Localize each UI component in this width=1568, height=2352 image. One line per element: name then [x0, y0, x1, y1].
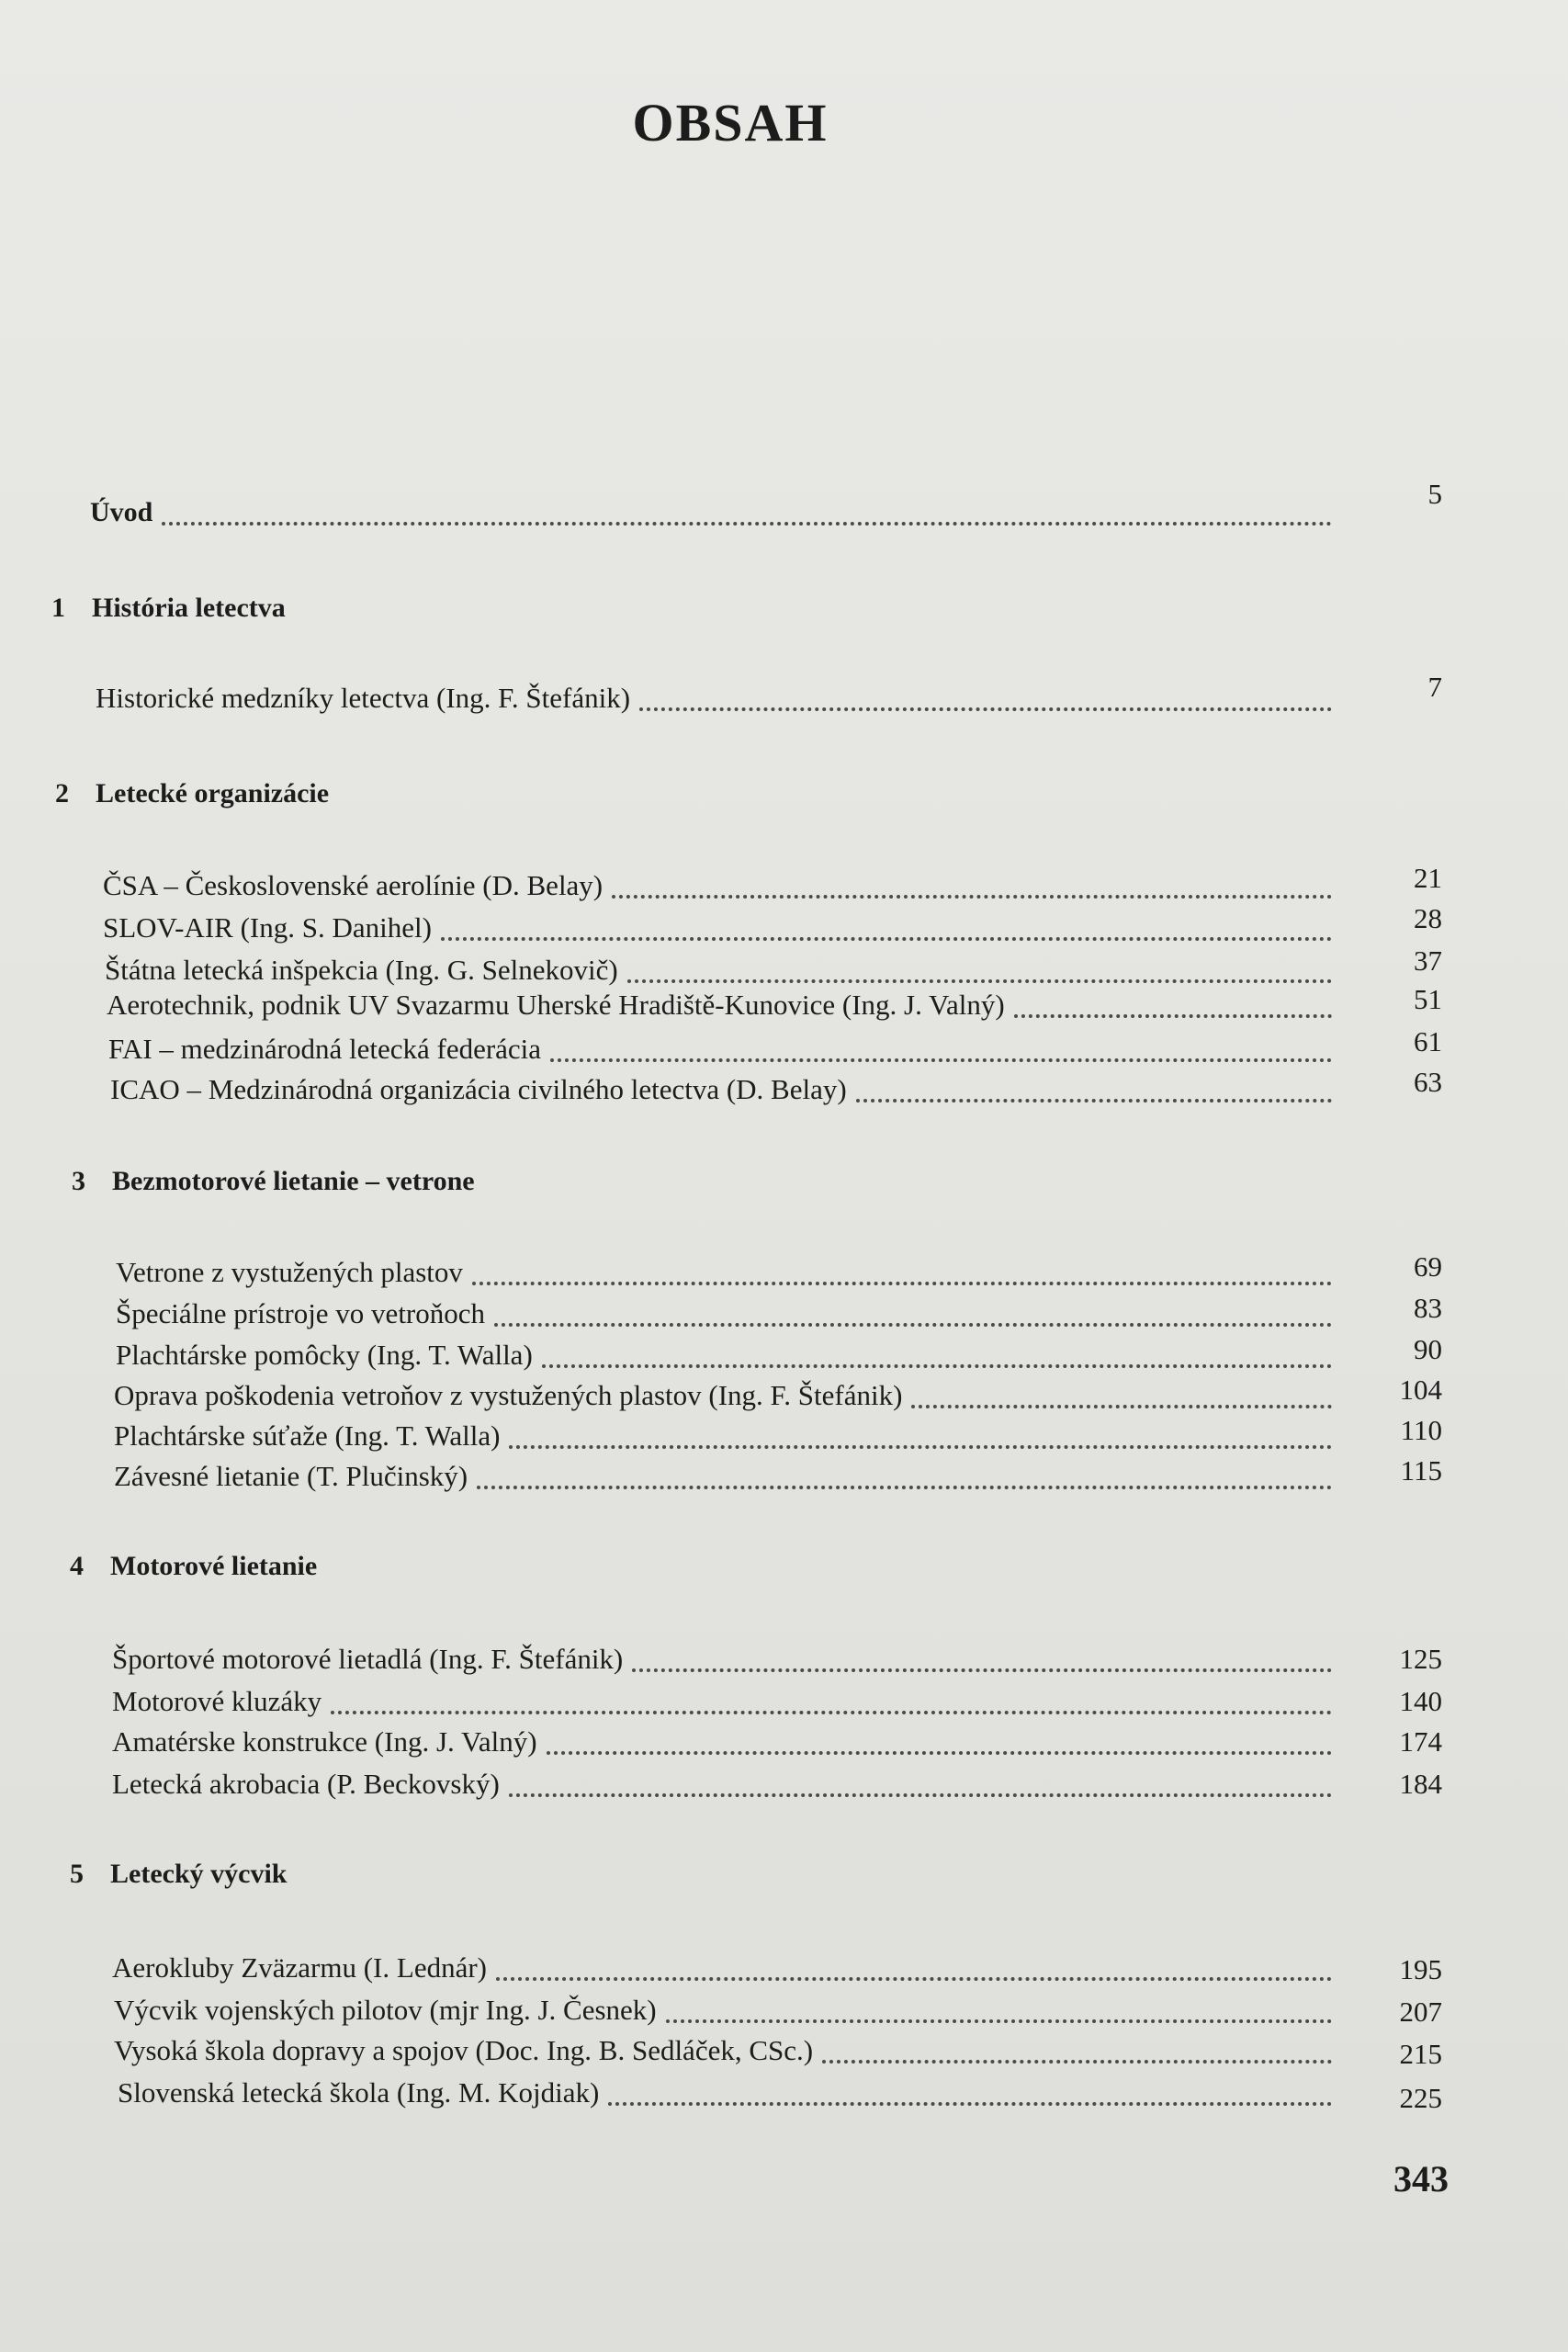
section-heading [55, 775, 329, 812]
toc-entry-page: 90 [1414, 1333, 1442, 1365]
leader-dots [494, 1290, 1332, 1327]
section-heading [72, 1163, 475, 1200]
toc-entry-label: Amatérske konstrukce (Ing. J. Valný) [112, 1725, 537, 1758]
leader-dots [612, 862, 1332, 899]
leader-dots [477, 1453, 1332, 1489]
leader-dots [822, 2027, 1332, 2064]
toc-entry-page: 225 [1399, 2082, 1442, 2114]
toc-entry-label: ICAO – Medzinárodná organizácia civilného letectva (D. Belay) [110, 1073, 847, 1105]
leader-dots [496, 1944, 1332, 1981]
toc-entry [0, 1066, 1451, 1117]
page-title: OBSAH [632, 93, 829, 153]
section-title: Letecký výcvik [110, 1859, 288, 1889]
toc-entry-label: Výcvik vojenských pilotov (mjr Ing. J. Česnek) [114, 1994, 657, 2026]
toc-entry [0, 671, 1451, 726]
leader-dots [509, 1412, 1332, 1449]
leader-dots [608, 2069, 1332, 2106]
section-title: Letecké organizácie [96, 778, 330, 808]
leader-dots [856, 1066, 1332, 1102]
section-title: Motorové lietanie [110, 1551, 318, 1581]
toc-entry-page: 125 [1399, 1643, 1442, 1675]
leader-dots [627, 946, 1332, 983]
section-number: 3 [72, 1166, 85, 1196]
toc-entry-label: Motorové kluzáky [112, 1685, 322, 1717]
toc-entry-page: 37 [1414, 944, 1442, 977]
toc-entry-label: Plachtárske súťaže (Ing. T. Walla) [114, 1419, 501, 1452]
toc-entry-page: 83 [1414, 1292, 1442, 1324]
page-number: 343 [1393, 2158, 1449, 2199]
toc-entry-label: Aerotechnik, podnik UV Svazarmu Uherské Hradiště-Kunovice (Ing. J. Valný) [107, 989, 1005, 1021]
toc-entry-label: Vysoká škola dopravy a spojov (Doc. Ing. B. Sedláček, CSc.) [114, 2034, 814, 2066]
toc-entry-label: SLOV-AIR (Ing. S. Danihel) [103, 911, 432, 944]
toc-entry-label: Úvod [90, 497, 153, 527]
toc-entry-page: 21 [1414, 862, 1442, 894]
toc-entry-label: ČSA – Československé aerolínie (D. Belay) [103, 869, 604, 901]
leader-dots [911, 1372, 1332, 1408]
leader-dots [666, 1986, 1332, 2023]
section-heading [70, 1856, 287, 1893]
leader-dots [162, 489, 1332, 526]
leader-dots [441, 904, 1332, 941]
leader-dots [509, 1760, 1332, 1797]
section-number: 1 [51, 593, 65, 623]
toc-entry-intro [0, 478, 1451, 540]
toc-entry-page: 61 [1414, 1025, 1442, 1057]
toc-entry-page: 104 [1399, 1374, 1442, 1406]
leader-dots [1014, 981, 1332, 1018]
toc-entry-page: 5 [1427, 478, 1442, 510]
section-heading [51, 590, 286, 627]
toc-entry-label: Závesné lietanie (T. Plučinský) [114, 1460, 468, 1492]
leader-dots [639, 674, 1332, 711]
toc-entry-page: 115 [1400, 1454, 1442, 1487]
toc-entry-label: Vetrone z vystužených plastov [116, 1256, 463, 1288]
leader-dots [632, 1635, 1332, 1672]
toc-entry-label: Štátna letecká inšpekcia (Ing. G. Selnekovič) [105, 954, 618, 986]
toc-entry-label: Letecká akrobacia (P. Beckovský) [112, 1768, 500, 1800]
toc-entry-page: 69 [1414, 1250, 1442, 1283]
toc-entry [0, 2075, 1451, 2120]
section-title: História letectva [92, 593, 286, 623]
section-number: 2 [55, 778, 69, 808]
toc-entry-label: Historické medzníky letectva (Ing. F. Štefánik) [96, 682, 631, 714]
toc-entry-page: 215 [1399, 2038, 1442, 2070]
toc-entry-page: 184 [1399, 1768, 1442, 1800]
toc-entry-label: Slovenská letecká škola (Ing. M. Kojdiak) [118, 2076, 600, 2109]
toc-entry [0, 1454, 1451, 1504]
toc-entry-label: Plachtárske pomôcky (Ing. T. Walla) [116, 1339, 533, 1371]
section-title: Bezmotorové lietanie – vetrone [112, 1166, 475, 1196]
toc-entry-page: 51 [1414, 983, 1442, 1015]
toc-entry [0, 1766, 1451, 1812]
toc-entry-label: Športové motorové lietadlá (Ing. F. Štefánik) [112, 1643, 624, 1675]
section-number: 5 [70, 1859, 84, 1889]
toc-entry-page: 195 [1399, 1953, 1442, 1985]
toc-entry-page: 140 [1399, 1685, 1442, 1717]
toc-entry-label: Aerokluby Zväzarmu (I. Lednár) [112, 1951, 487, 1984]
toc-entry-label: Oprava poškodenia vetroňov z vystužených plastov (Ing. F. Štefánik) [114, 1379, 903, 1411]
toc-entry-label: Špeciálne prístroje vo vetroňoch [116, 1297, 486, 1329]
toc-entry-page: 28 [1414, 902, 1442, 934]
section-number: 4 [70, 1551, 84, 1581]
leader-dots [472, 1249, 1332, 1285]
toc-entry-page: 7 [1427, 671, 1442, 703]
toc-entry-page: 207 [1399, 1996, 1442, 2028]
toc-entry-page: 110 [1400, 1414, 1442, 1446]
toc-entry-page: 63 [1414, 1066, 1442, 1098]
leader-dots [547, 1718, 1332, 1755]
leader-dots [542, 1331, 1332, 1368]
leader-dots [331, 1678, 1332, 1714]
leader-dots [550, 1025, 1332, 1062]
toc-entry-label: FAI – medzinárodná letecká federácia [108, 1033, 542, 1065]
toc-entry-page: 174 [1399, 1725, 1442, 1758]
section-heading [70, 1548, 317, 1585]
